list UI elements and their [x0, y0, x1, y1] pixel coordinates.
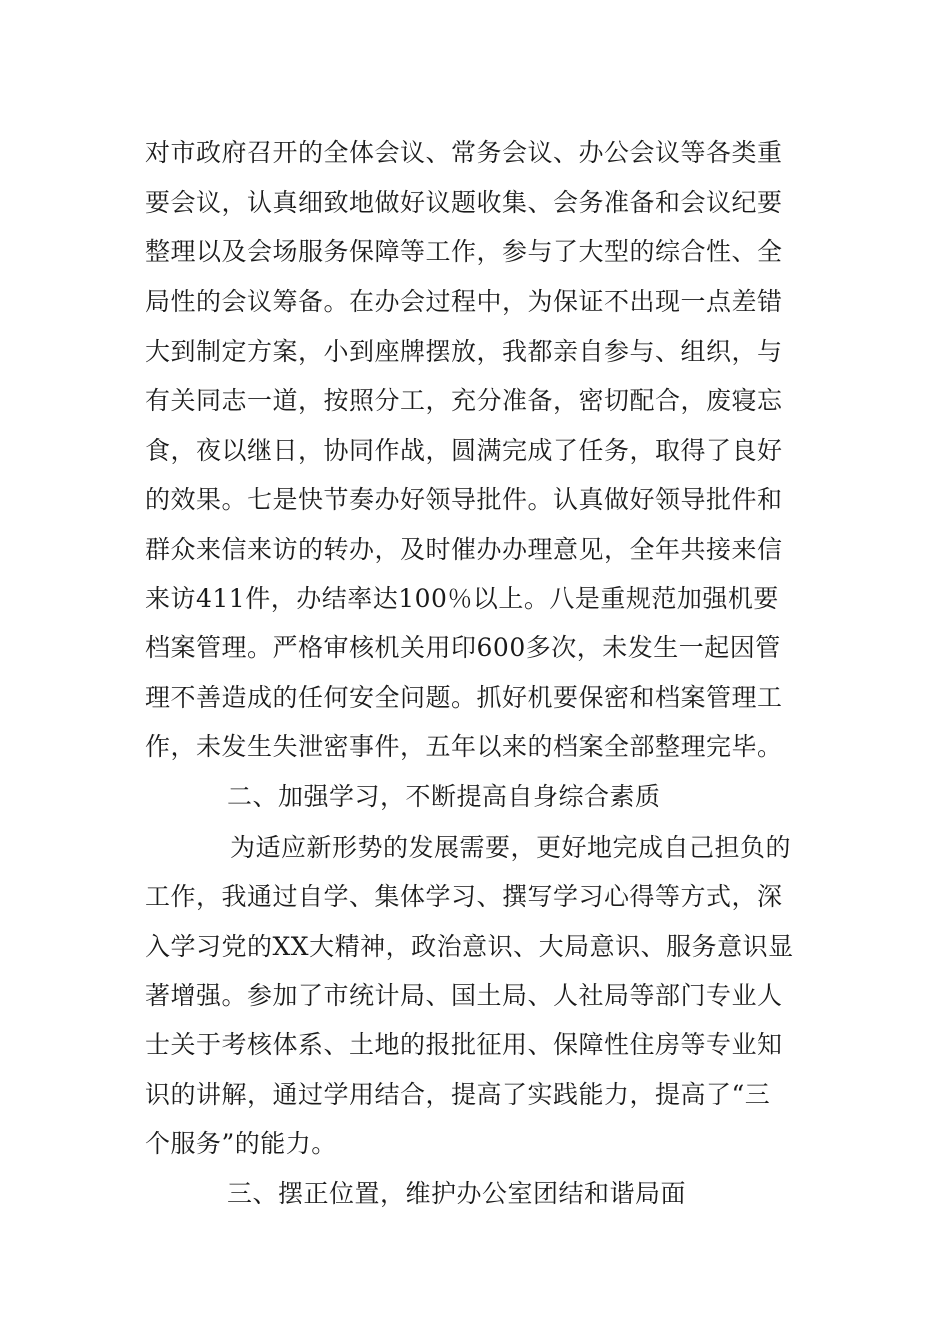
- body-text-line: 对市政府召开的全体会议、常务会议、办公会议等各类重: [145, 138, 783, 167]
- body-text-line: 理不善造成的任何安全问题。抓好机要保密和档案管理工: [145, 683, 783, 712]
- body-text-line: 群众来信来访的转办，及时催办办理意见，全年共接来信: [145, 535, 783, 564]
- body-text-line: 著增强。参加了市统计局、国土局、人社局等部门专业人: [145, 981, 783, 1010]
- body-text-line: 工作，我通过自学、集体学习、撰写学习心得等方式，深: [145, 882, 783, 911]
- body-text-line: 要会议，认真细致地做好议题收集、会务准备和会议纪要: [145, 188, 783, 217]
- body-text-line: 有关同志一道，按照分工，充分准备，密切配合，废寝忘: [145, 386, 783, 415]
- body-text-line: 整理以及会场服务保障等工作，参与了大型的综合性、全: [145, 237, 783, 266]
- body-text-line: 档案管理。严格审核机关用印600多次，未发生一起因管: [145, 633, 781, 662]
- body-text-line: 识的讲解，通过学用结合，提高了实践能力，提高了“三: [145, 1080, 771, 1109]
- body-text-line: 入学习党的XX大精神，政治意识、大局意识、服务意识显: [145, 932, 794, 961]
- body-text-line: 士关于考核体系、土地的报批征用、保障性住房等专业知: [145, 1030, 783, 1059]
- body-text-line: 来访411件，办结率达100％以上。八是重规范加强机要: [145, 584, 779, 613]
- body-text-line: 作，未发生失泄密事件，五年以来的档案全部整理完毕。: [145, 732, 783, 761]
- body-text-line: 食，夜以继日，协同作战，圆满完成了任务，取得了良好: [145, 436, 783, 465]
- section-heading-3: 三、摆正位置，维护办公室团结和谐局面: [227, 1179, 687, 1208]
- body-text-line: 为适应新形势的发展需要，更好地完成自己担负的: [230, 833, 792, 862]
- body-text-line: 个服务”的能力。: [145, 1129, 337, 1158]
- body-text-line: 大到制定方案，小到座牌摆放，我都亲自参与、组织，与: [145, 337, 783, 366]
- body-text-line: 的效果。七是快节奏办好领导批件。认真做好领导批件和: [145, 485, 783, 514]
- body-text-line: 局性的会议筹备。在办会过程中，为保证不出现一点差错: [145, 287, 783, 316]
- section-heading-2: 二、加强学习，不断提高自身综合素质: [227, 782, 661, 811]
